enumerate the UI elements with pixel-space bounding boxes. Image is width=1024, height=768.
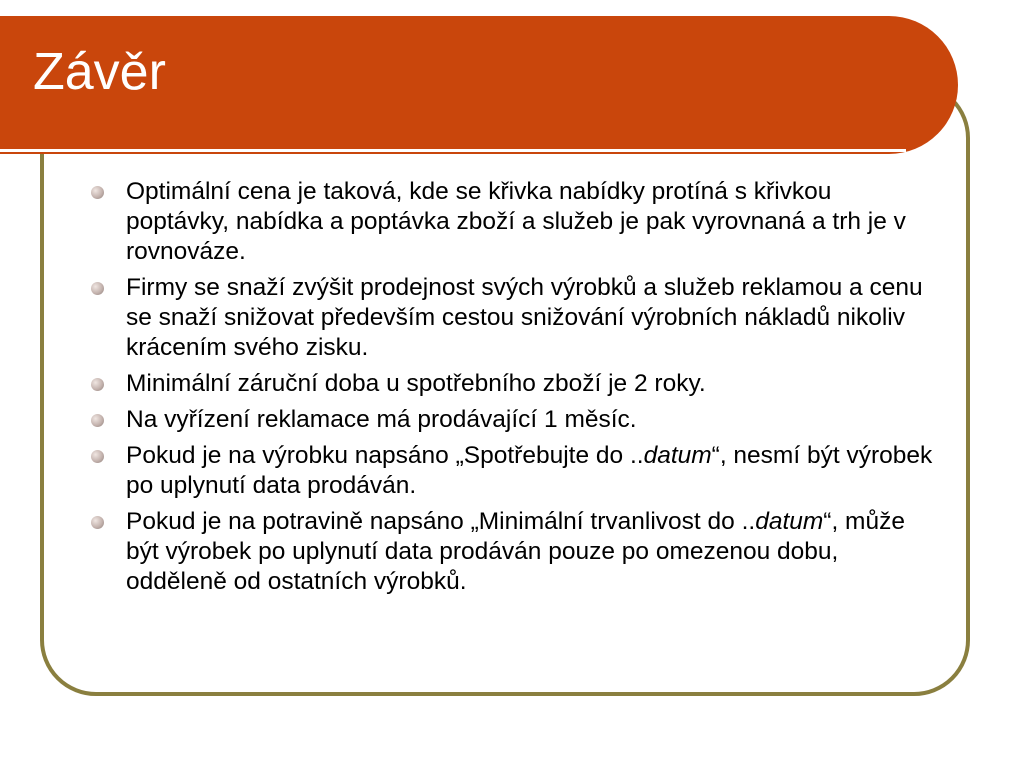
slide-title: Závěr — [33, 43, 166, 101]
bullet-dot-icon — [91, 282, 104, 295]
bullet-text — [126, 178, 906, 265]
bullet-item — [126, 273, 936, 363]
bullet-dot-icon — [91, 186, 104, 199]
bullet-item — [126, 441, 936, 501]
bullet-text-part: Na vyřízení reklamace má prodávající 1 měsíc. — [126, 406, 637, 433]
bullet-dot-icon — [91, 516, 104, 529]
bullet-text-part: “, může být výrobek po uplynutí data prodáván pouze po omezenou dobu, odděleně od ostatních výrobků. — [126, 508, 905, 595]
bullet-item — [126, 177, 936, 267]
bullet-text-part: “, nesmí být výrobek po uplynutí data prodáván. — [126, 442, 933, 499]
bullet-text-italic: datum — [643, 442, 712, 469]
bullet-text — [126, 406, 637, 433]
bullet-text-part: Firmy se snaží zvýšit prodejnost svých výrobků a služeb reklamou a cenu se snaží snižovat především cestou snižování výrobních nákladů nikoliv krácením svého zisku. — [126, 274, 923, 361]
bullet-text — [126, 508, 905, 595]
bullet-text-part: Optimální cena je taková, kde se křivka nabídky protíná s křivkou poptávky, nabídka a poptávka zboží a služeb je pak vyrovnaná a trh je v rovnováze. — [126, 178, 906, 265]
bullet-text — [126, 442, 932, 499]
title-underline — [0, 149, 906, 152]
bullet-text — [126, 274, 923, 361]
bullet-text-part: Pokud je na výrobku napsáno „Spotřebujte do .. — [126, 442, 644, 469]
bullet-dot-icon — [91, 378, 104, 391]
bullet-item — [126, 507, 936, 597]
bullet-dot-icon — [91, 414, 104, 427]
bullet-list — [126, 177, 936, 603]
bullet-text-part: Minimální záruční doba u spotřebního zboží je 2 roky. — [126, 370, 706, 397]
bullet-dot-icon — [91, 450, 104, 463]
bullet-item — [126, 369, 936, 399]
bullet-text-italic: datum — [755, 508, 824, 535]
bullet-text — [126, 370, 706, 397]
bullet-item — [126, 405, 936, 435]
bullet-text-part: Pokud je na potravině napsáno „Minimální trvanlivost do .. — [126, 508, 756, 535]
